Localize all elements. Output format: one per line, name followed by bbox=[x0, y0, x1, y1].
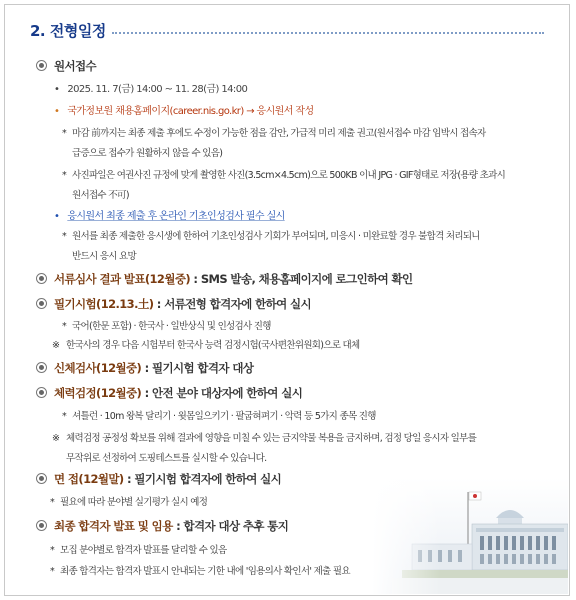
note-deadline-cont: 급증으로 접수가 원활하지 않을 수 있음) bbox=[72, 148, 223, 159]
required-aptitude-test: • 응시원서 최종 제출 후 온라인 기초인성검사 필수 실시 bbox=[54, 211, 285, 222]
application-date: • 2025. 11. 7(금) 14:00 ~ 11. 28(금) 14:00 bbox=[54, 84, 248, 95]
target-bullet-icon bbox=[36, 473, 47, 484]
note-appointment-form: * 최종 합격자는 합격자 발표시 안내되는 기한 내에 '임용의사 확인서' 제출 필요 bbox=[50, 566, 350, 577]
note-photo: * 사진파일은 여권사진 규정에 맞게 촬영한 사진(3.5cm×4.5cm)으로 500KB 이내 JPG · GIF형태로 저장(용량 초과시 bbox=[62, 170, 506, 181]
target-bullet-icon bbox=[36, 298, 47, 309]
heading-fitness-test: 체력검정(12월중) : 안전 분야 대상자에 한하여 실시 bbox=[36, 385, 302, 401]
note-photo-cont: 원서접수 不可) bbox=[72, 190, 129, 201]
note-korean-history: ※ 한국사의 경우 다음 시험부터 한국사 능력 검정시험(국사편찬위원회)으로 대체 bbox=[52, 340, 360, 351]
heading-application: 원서접수 bbox=[36, 58, 96, 74]
note-result-by-field: * 모집 분야별로 합격자 발표를 달리할 수 있음 bbox=[50, 545, 227, 556]
note-practical: * 필요에 따라 분야별 실기평가 실시 예정 bbox=[50, 497, 208, 508]
heading-document-review: 서류심사 결과 발표(12월중) : SMS 발송, 채용홈페이지에 로그인하여 확인 bbox=[36, 271, 413, 287]
note-aptitude: * 원서를 최종 제출한 응시생에 한하여 기초인성검사 기회가 부여되며, 미응시 · 미완료할 경우 불합격 처리되니 bbox=[62, 231, 480, 242]
note-exam-subjects: * 국어(한문 포함) · 한국사 · 일반상식 및 인성검사 진행 bbox=[62, 321, 271, 332]
note-doping: ※ 체력검정 공정성 확보를 위해 결과에 영향을 미칠 수 있는 금지약물 복용을 금지하며, 검정 당일 응시자 일부를 bbox=[52, 433, 477, 444]
target-bullet-icon bbox=[36, 520, 47, 531]
heading-final-result: 최종 합격자 발표 및 임용 : 합격자 대상 추후 통지 bbox=[36, 518, 288, 534]
building-illustration bbox=[372, 478, 568, 594]
application-site: • 국가정보원 채용홈페이지(career.nis.go.kr) → 응시원서 작성 bbox=[54, 106, 314, 117]
heading-written-exam: 필기시험(12.13.土) : 서류전형 합격자에 한하여 실시 bbox=[36, 296, 311, 312]
target-bullet-icon bbox=[36, 362, 47, 373]
target-bullet-icon bbox=[36, 273, 47, 284]
note-doping-cont: 무작위로 선정하여 도핑테스트를 실시할 수 있습니다. bbox=[66, 453, 267, 464]
target-bullet-icon bbox=[36, 60, 47, 71]
note-deadline: * 마감 前까지는 최종 제출 후에도 수정이 가능한 점을 감안, 가급적 미리 제출 권고(원서접수 마감 임박시 접속자 bbox=[62, 128, 486, 139]
note-aptitude-cont: 반드시 응시 요망 bbox=[72, 251, 136, 262]
title-dotted-rule bbox=[112, 32, 544, 34]
section-title: 2. 전형일정 bbox=[30, 22, 106, 40]
target-bullet-icon bbox=[36, 387, 47, 398]
heading-interview: 면 접(12월말) : 필기시험 합격자에 한하여 실시 bbox=[36, 471, 281, 487]
note-fitness-events: * 셔틀런 · 10m 왕복 달리기 · 윗몸일으키기 · 팔굽혀펴기 · 악력 등 5가지 종목 진행 bbox=[62, 411, 376, 422]
heading-medical-exam: 신체검사(12월중) : 필기시험 합격자 대상 bbox=[36, 360, 253, 376]
